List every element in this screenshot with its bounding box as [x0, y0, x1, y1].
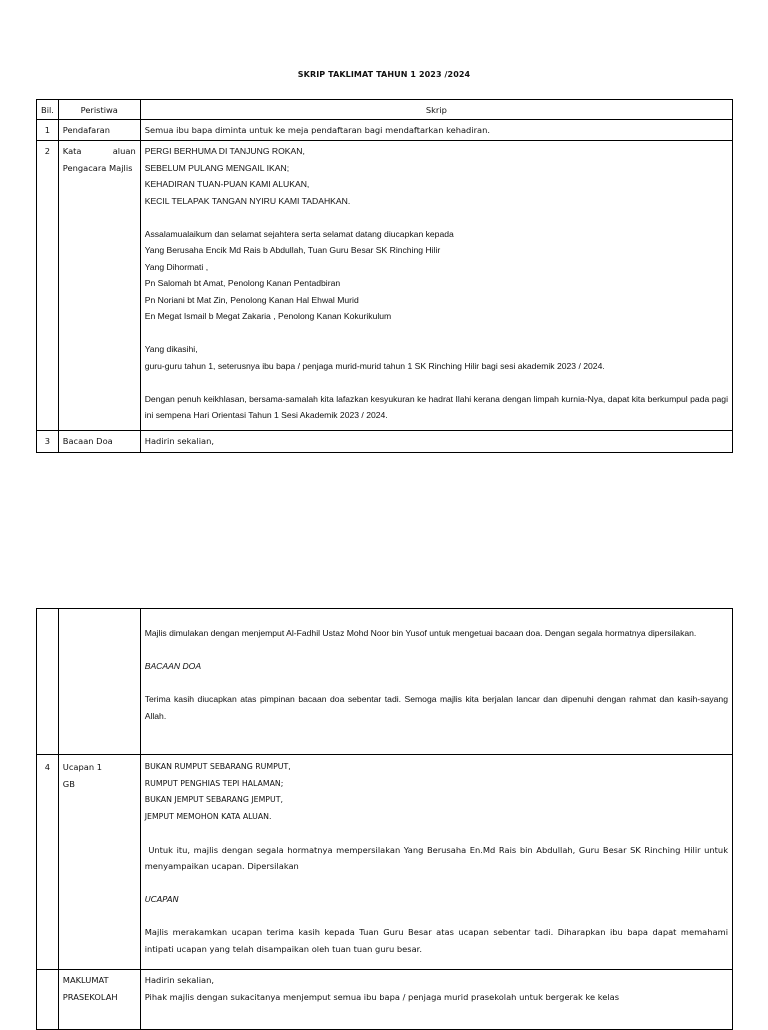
- salam-line: En Megat Ismail b Megat Zakaria , Penolong Kanan Kokurikulum: [144, 311, 392, 321]
- row4-skrip: [140, 755, 732, 970]
- header-bil: Bil.: [37, 100, 59, 120]
- row2-bil: 2: [37, 141, 59, 431]
- row2-peristiwa-word2: aluan: [112, 146, 136, 156]
- dikasihi-line: guru-guru tahun 1, seterusnya ibu bapa / penjaga murid-murid tahun 1 SK Rinching Hilir bagi sesi akademik 2023 / 2024.: [144, 360, 605, 371]
- ucapan-label: UCAPAN: [144, 894, 179, 904]
- row3-skrip: Hadirin sekalian,: [140, 431, 732, 453]
- row5-line1: Hadirin sekalian,: [144, 975, 214, 985]
- bacaan-doa-label: BACAAN DOA: [144, 661, 202, 671]
- table-row: [37, 119, 733, 141]
- pantun-line: RUMPUT PENGHIAS TEPI HALAMAN;: [144, 778, 284, 788]
- document-title: SKRIP TAKLIMAT TAHUN 1 2023 /2024: [297, 70, 471, 79]
- pantun-line: PERGI BERHUMA DI TANJUNG ROKAN,: [144, 146, 305, 156]
- script-table-page2: [36, 608, 733, 1030]
- row3-peristiwa: Bacaan Doa: [58, 431, 140, 453]
- pantun-line: BUKAN JEMPUT SEBARANG JEMPUT,: [144, 795, 283, 804]
- row4-peristiwa-line2: GB: [62, 778, 75, 789]
- doa-thanks-paragraph: Terima kasih diucapkan atas pimpinan bacaan doa sebentar tadi. Semoga majlis kita berjalan lancar dan dipenuhi dengan rahmat dan kasih-sayang Allah.: [144, 694, 728, 721]
- table-row: [37, 431, 733, 453]
- table-row: [37, 970, 733, 1030]
- salam-line: Pn Salomah bt Amat, Penolong Kanan Pentadbiran: [144, 278, 341, 288]
- salam-line: Pn Noriani bt Mat Zin, Penolong Kanan Hal Ehwal Murid: [144, 294, 359, 305]
- row1-peristiwa: Pendafaran: [58, 119, 140, 141]
- gb-invite-paragraph: Untuk itu, majlis dengan segala hormatnya mempersilakan Yang Berusaha En.Md Rais bin Abdullah, Guru Besar SK Rinching Hilir untuk menyampaikan ucapan. Dipersilakan: [144, 844, 731, 871]
- header-peristiwa: Peristiwa: [58, 100, 140, 120]
- row5-peristiwa-line2: PRASEKOLAH: [62, 991, 118, 1002]
- pantun-line: BUKAN RUMPUT SEBARANG RUMPUT,: [144, 762, 291, 771]
- row2-peristiwa: [58, 141, 140, 431]
- row4-peristiwa-line1: Ucapan 1: [62, 762, 103, 772]
- table-header-row: [37, 100, 733, 120]
- syukur-paragraph: Dengan penuh keikhlasan, bersama-samalah kita lafazkan kesyukuran ke hadrat Ilahi kerana dengan limpah kurnia-Nya, dapat kita berkumpul pada pagi ini sempena Hari Orientasi Tahun 1 Sesi Akademik 2023 / 2024.: [144, 393, 728, 420]
- table-row: [37, 141, 733, 431]
- pantun-line: KEHADIRAN TUAN-PUAN KAMI ALUKAN,: [144, 179, 310, 189]
- header-skrip: Skrip: [140, 100, 732, 120]
- dikasihi-line: Yang dikasihi,: [144, 344, 198, 354]
- row2-peristiwa-line2: Pengacara Majlis: [62, 162, 133, 173]
- row5-skrip: [140, 970, 732, 1030]
- row1-skrip: Semua ibu bapa diminta untuk ke meja pendaftaran bagi mendaftarkan kehadiran.: [140, 119, 732, 141]
- row2-peristiwa-word1: Kata: [62, 146, 82, 156]
- table-row: [37, 755, 733, 970]
- gb-thanks-paragraph: Majlis merakamkan ucapan terima kasih kepada Tuan Guru Besar atas ucapan sebentar tadi. Diharapkan ibu bapa dapat memahami intipati ucapan yang telah disampaikan oleh tuan tuan guru besar.: [144, 927, 728, 954]
- table-row: [37, 609, 733, 755]
- row3-continued-skrip: [140, 609, 732, 755]
- pantun-line: JEMPUT MEMOHON KATA ALUAN.: [144, 811, 272, 821]
- row5-peristiwa-line1: MAKLUMAT: [62, 975, 109, 985]
- row2-skrip: [140, 141, 732, 431]
- row3-bil: 3: [37, 431, 59, 453]
- row5-peristiwa: [58, 970, 140, 1030]
- row4-peristiwa: [58, 755, 140, 970]
- doa-invite-paragraph: Majlis dimulakan dengan menjemput Al-Fadhil Ustaz Mohd Noor bin Yusof untuk mengetuai bacaan doa. Dengan segala hormatnya dipersilakan.: [144, 628, 697, 638]
- row5-line2: Pihak majlis dengan sukacitanya menjemput semua ibu bapa / penjaga murid prasekolah untuk bergerak ke kelas: [144, 991, 620, 1002]
- pantun-line: KECIL TELAPAK TANGAN NYIRU KAMI TADAHKAN.: [144, 195, 351, 206]
- row4-bil: 4: [37, 755, 59, 970]
- salam-line: Yang Berusaha Encik Md Rais b Abdullah, Tuan Guru Besar SK Rinching Hilir: [144, 245, 441, 255]
- pantun-line: SEBELUM PULANG MENGAIL IKAN;: [144, 162, 290, 173]
- salam-line: Yang Dihormati ,: [144, 261, 209, 272]
- script-table-page1: [36, 99, 733, 453]
- row1-bil: 1: [37, 119, 59, 141]
- salam-line: Assalamualaikum dan selamat sejahtera serta selamat datang diucapkan kepada: [144, 228, 454, 239]
